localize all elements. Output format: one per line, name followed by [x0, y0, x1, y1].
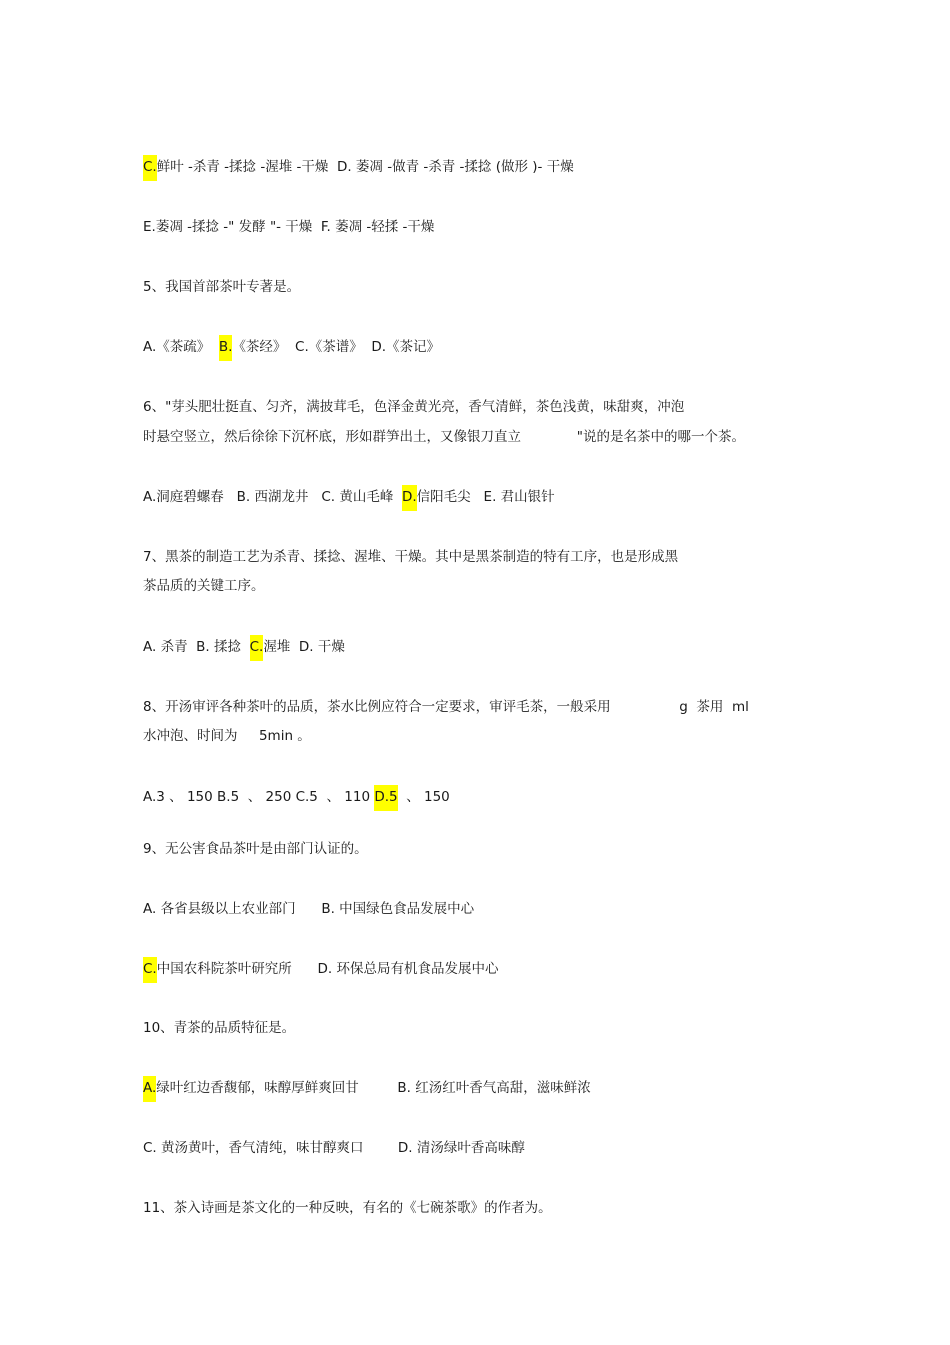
question-10-options-a-b: A.绿叶红边香馥郁，味醇厚鲜爽回甘 B. 红汤红叶香气高甜，滋味鲜浓 [143, 1079, 591, 1099]
answer-highlight: C. [250, 635, 264, 661]
question-6-line-1: 6、"芽头肥壮挺直、匀齐，满披茸毛，色泽金黄光亮，香气清鲜，茶色浅黄，味甜爽，冲泡 [143, 399, 685, 415]
question-10-options-c-d: C. 黄汤黄叶，香气清纯，味甘醇爽口 D. 清汤绿叶香高味醇 [143, 1140, 525, 1156]
question-9-options-a-b: A. 各省县级以上农业部门 B. 中国绿色食品发展中心 [143, 901, 475, 917]
question-7-line-2: 茶品质的关键工序。 [143, 578, 265, 594]
question-9: 9、无公害食品茶叶是由部门认证的。 [143, 841, 368, 857]
question-5-options: A.《茶疏》 B.《茶经》 C.《茶谱》 D.《茶记》 [143, 338, 440, 358]
question-6-line-2: 时悬空竖立，然后徐徐下沉杯底，形如群笋出土，又像银刀直立 "说的是名茶中的哪一个茶。 [143, 429, 745, 445]
question-8-options: A.3 、 150 B.5 、 250 C.5 、 110 D.5 、 150 [143, 788, 450, 808]
answer-highlight: D. [402, 485, 417, 511]
question-7-options: A. 杀青 B. 揉捻 C.渥堆 D. 干燥 [143, 638, 345, 658]
question-5: 5、我国首部茶叶专著是。 [143, 279, 301, 295]
option-line-e-f: E.萎凋 -揉捻 -" 发酵 "- 干燥 F. 萎凋 -轻揉 -干燥 [143, 219, 435, 235]
answer-highlight: A. [143, 1076, 156, 1102]
question-9-options-c-d: C.中国农科院茶叶研究所 D. 环保总局有机食品发展中心 [143, 960, 498, 980]
question-7-line-1: 7、黑茶的制造工艺为杀青、揉捻、渥堆、干燥。其中是黑茶制造的特有工序，也是形成黑 [143, 549, 679, 565]
question-11: 11、茶入诗画是茶文化的一种反映，有名的《七碗茶歌》的作者为。 [143, 1200, 552, 1216]
answer-highlight: C. [143, 957, 157, 983]
question-8-line-1: 8、开汤审评各种茶叶的品质，茶水比例应符合一定要求，审评毛茶，一般采用 g 茶用 ml [143, 699, 749, 715]
option-line-c-d: C.鲜叶 -杀青 -揉捻 -渥堆 -干燥 D. 萎凋 -做青 -杀青 -揉捻 (做形 )- 干燥 [143, 158, 574, 178]
answer-highlight: B. [219, 335, 233, 361]
question-6-options: A.洞庭碧螺春 B. 西湖龙井 C. 黄山毛峰 D.信阳毛尖 E. 君山银针 [143, 488, 555, 508]
question-8-line-2: 水冲泡、时间为 5min 。 [143, 728, 311, 744]
answer-highlight: C. [143, 155, 157, 181]
answer-highlight: D.5 [374, 785, 397, 811]
question-10: 10、青茶的品质特征是。 [143, 1020, 296, 1036]
